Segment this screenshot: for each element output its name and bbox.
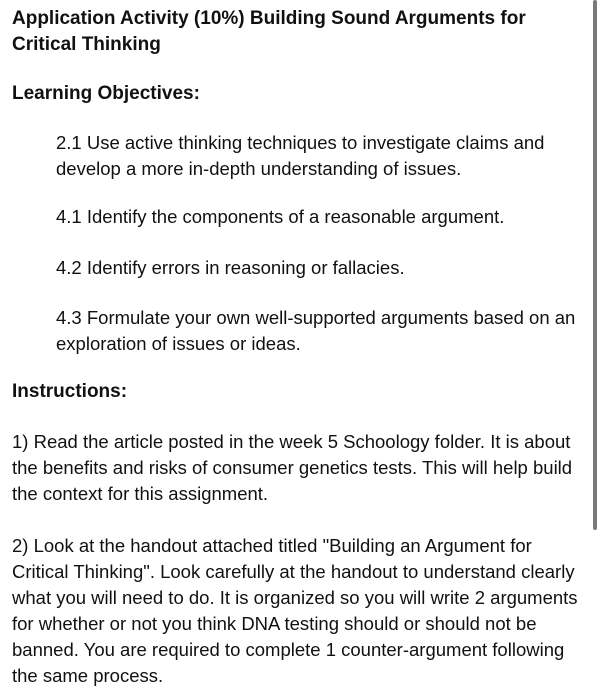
objective-item: 4.1 Identify the components of a reasonable argument. [56,206,505,227]
instructions-heading: Instructions: [12,381,128,402]
objective-item: 4.2 Identify errors in reasoning or fallacies. [56,257,405,278]
document-title: Application Activity (10%) Building Sound Arguments for Critical Thinking [12,8,526,55]
vertical-scrollbar[interactable] [593,0,597,530]
instruction-item: 2) Look at the handout attached titled "Building an Argument for Critical Thinking". Look carefully at the handout to understand clearly what you will need to do. It is organized so you will write 2 arguments for whether or not you think DNA testing should or should not be banned. You are required to complete 1 counter-argument following the same process. [12,535,578,686]
objective-item: 4.3 Formulate your own well-supported arguments based on an exploration of issues or ideas. [56,307,576,354]
instruction-item: 1) Read the article posted in the week 5 Schoology folder. It is about the benefits and risks of consumer genetics tests. This will help build the context for this assignment. [12,431,573,504]
learning-objectives-heading: Learning Objectives: [12,83,200,104]
objective-item: 2.1 Use active thinking techniques to investigate claims and develop a more in-depth understanding of issues. [56,132,545,179]
